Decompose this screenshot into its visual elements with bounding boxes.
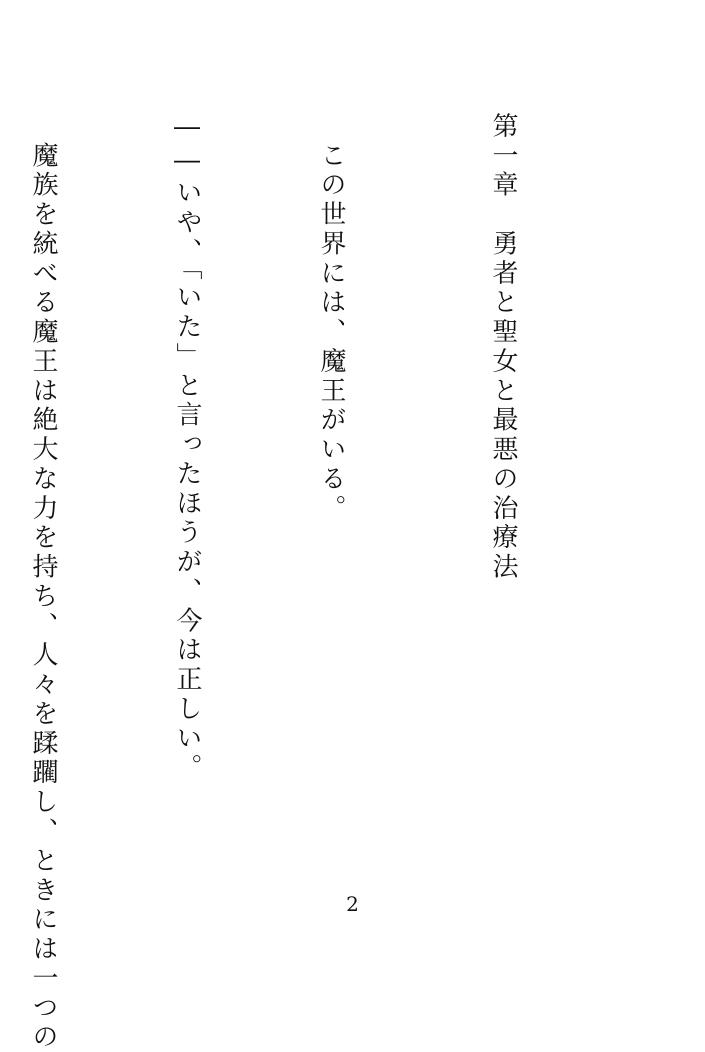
text-line: 魔族を統べる魔王は絶大な力を持ち、人々を蹂躙し、ときには一つの <box>28 112 58 1052</box>
vertical-text-block <box>0 112 623 1052</box>
text-line: ――いや、「いた」と言ったほうが、今は正しい。 <box>172 112 202 783</box>
text-line: この世界には、魔王がいる。 <box>316 112 346 524</box>
page-number: 2 <box>346 892 359 916</box>
chapter-title: 第一章 勇者と聖女と最悪の治療法 <box>488 112 518 583</box>
